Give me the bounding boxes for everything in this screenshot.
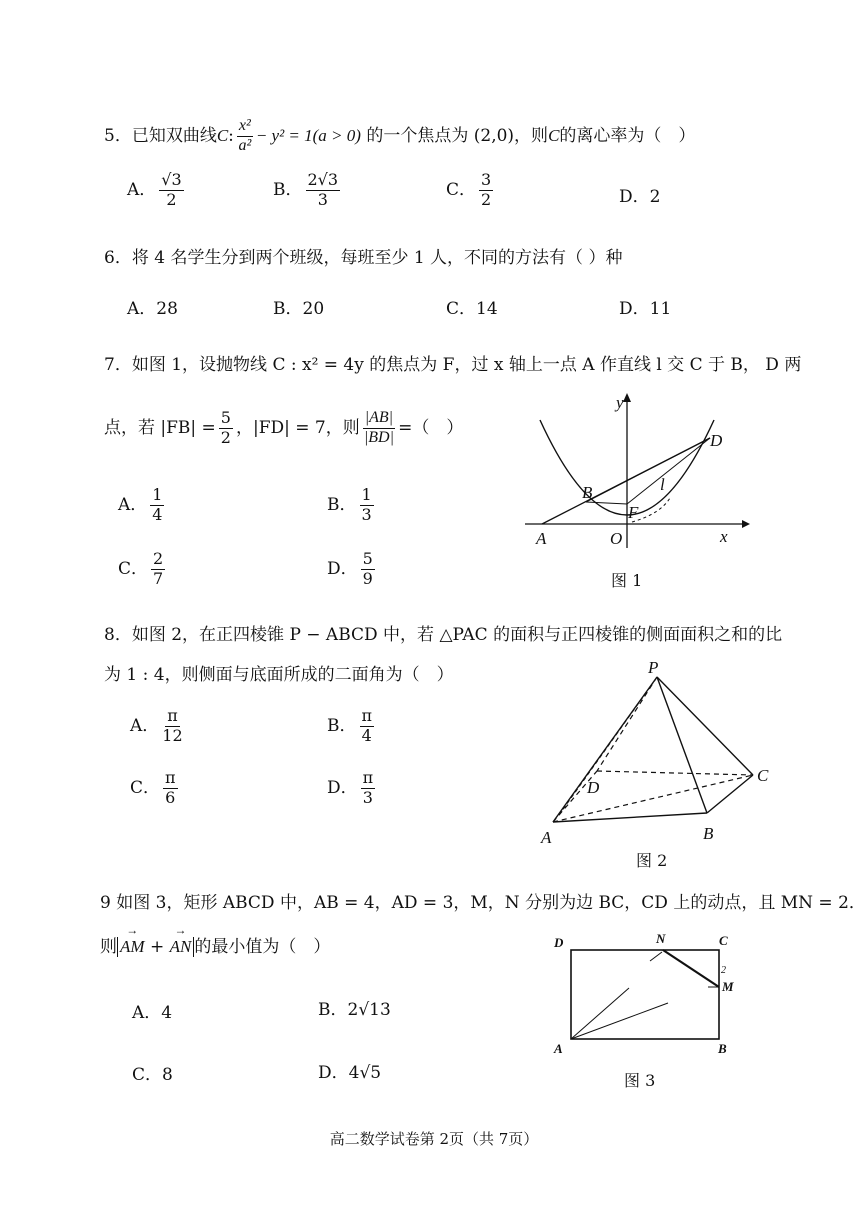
q9-option-b-label: B． — [318, 1000, 348, 1020]
q7-option-d-label: D． — [327, 558, 358, 579]
q9-option-d-text: 4√5 — [348, 1063, 382, 1083]
q6-option-c-text: 14 — [476, 299, 498, 319]
q7-ratio-frac — [363, 410, 395, 447]
q7-option-a-num: 1 — [152, 485, 163, 504]
q5-mid: 的一个焦点为 (2,0)，则 — [360, 125, 549, 146]
q5-colon: : — [228, 125, 234, 146]
q6-option-c-label: C． — [446, 299, 477, 319]
q7-option-a[interactable] — [118, 487, 167, 524]
fig1-x-arrow — [742, 520, 750, 528]
q7-option-c[interactable] — [118, 551, 168, 588]
q5-option-b[interactable] — [273, 172, 343, 209]
q7-ratio-num: |AB| — [363, 410, 395, 429]
figure-3-rectangle — [550, 925, 750, 1055]
fig1-label-l: l — [660, 475, 665, 494]
figure-2-pyramid — [535, 655, 780, 855]
q6-option-d[interactable] — [619, 294, 671, 319]
q5-option-b-den: 3 — [317, 189, 328, 209]
fig1-label-x: x — [720, 527, 728, 546]
q5-option-c-num: 3 — [481, 170, 492, 189]
q7-line2-a: 点，若 |FB| = — [104, 417, 216, 438]
q6-option-d-text: 11 — [649, 299, 672, 319]
q7-fb-num: 5 — [220, 408, 231, 427]
q9-option-c[interactable] — [132, 1060, 173, 1085]
q7-option-d-den: 9 — [362, 568, 373, 588]
q7-line2-c: =（ ） — [398, 417, 464, 438]
q7-option-a-label: A． — [118, 494, 148, 515]
q5-option-c-frac — [479, 172, 493, 209]
q7-option-b-label: B． — [327, 494, 357, 515]
question-7-line2 — [104, 410, 463, 447]
q7-option-a-frac — [150, 487, 164, 524]
q8-option-a-frac — [162, 708, 182, 745]
q6-option-b-text: 20 — [302, 299, 325, 319]
fig2-edge-dc — [597, 771, 753, 775]
q8-option-b-num: π — [361, 706, 373, 725]
q7-option-b-frac — [360, 487, 374, 524]
question-5 — [104, 118, 695, 155]
fig2-label-p: P — [648, 658, 659, 677]
q7-option-b-num: 1 — [361, 485, 372, 504]
q8-option-d[interactable] — [327, 770, 378, 807]
q6-option-a[interactable] — [127, 294, 178, 319]
q9-option-b[interactable] — [318, 995, 391, 1020]
fig3-label-two: 2 — [721, 965, 726, 976]
q9-option-c-text: 8 — [162, 1065, 173, 1085]
q8-option-d-den: 3 — [362, 787, 373, 807]
q8-option-d-label: D． — [327, 777, 358, 798]
q8-option-a-den: 12 — [162, 725, 183, 745]
fig1-label-a: A — [536, 529, 547, 548]
figure-1-parabola — [520, 390, 750, 550]
fig3-label-m: M — [722, 979, 734, 994]
q6-option-c[interactable] — [446, 294, 498, 319]
figure-3-caption: 图 3 — [624, 1071, 656, 1090]
q7-option-b-den: 3 — [361, 504, 372, 524]
q8-option-d-num: π — [362, 768, 374, 787]
q9-option-a[interactable] — [132, 998, 172, 1023]
q8-option-c-num: π — [165, 768, 176, 787]
q6-option-b[interactable] — [273, 294, 324, 319]
q5-option-c[interactable] — [446, 172, 496, 209]
q9-line2-b: 的最小值为（ ） — [194, 937, 331, 957]
question-8-line1: 8．如图 2，在正四棱锥 P − ABCD 中，若 △PAC 的面积与正四棱锥的侧面面积之和的比 — [104, 625, 783, 645]
q8-option-c-label: C． — [130, 777, 161, 798]
q5-option-b-frac — [306, 172, 341, 209]
q8-option-c-frac — [163, 770, 178, 807]
q9-vector-sum-norm — [117, 937, 194, 957]
q7-option-d-frac — [361, 551, 375, 588]
q7-option-c-num: 2 — [153, 549, 164, 568]
fig3-line-am — [571, 988, 629, 1039]
q5-option-a[interactable] — [127, 172, 187, 209]
q8-option-b[interactable] — [327, 708, 377, 745]
q7-option-b[interactable] — [327, 487, 377, 524]
question-9-line1: 9 如图 3，矩形 ABCD 中，AB = 4，AD = 3，M，N 分别为边 BC，CD 上的动点，且 MN = 2． — [100, 893, 866, 913]
q7-option-c-frac — [151, 551, 165, 588]
q5-prefix: 5．已知双曲线 — [104, 125, 217, 146]
q7-option-c-label: C． — [118, 558, 149, 579]
fig2-label-b: B — [703, 824, 714, 843]
fig3-arrow-n — [650, 952, 662, 961]
q8-option-c-den: 6 — [165, 787, 176, 807]
q9-line2-a: 则 — [100, 937, 117, 957]
q9-option-a-text: 4 — [161, 1003, 173, 1023]
q7-ratio-den: |BD| — [363, 428, 394, 446]
q8-option-b-frac — [360, 708, 375, 745]
q5-option-a-num: √3 — [161, 170, 182, 189]
fig3-line-an — [571, 1003, 668, 1039]
q8-option-b-label: B． — [327, 715, 357, 736]
fig2-edge-pb — [657, 677, 707, 813]
q5-suffix: 的离心率为（ ） — [559, 125, 696, 146]
q7-option-c-den: 7 — [153, 568, 164, 588]
q9-vector-am: → AM — [120, 937, 145, 957]
question-6: 6．将 4 名学生分到两个班级，每班至少 1 人，不同的方法有（ ）种 — [104, 248, 623, 268]
q5-option-a-frac — [159, 172, 183, 209]
q7-fb-den: 2 — [220, 427, 231, 447]
q9-vector-an: → AN — [170, 937, 192, 957]
question-8-line2: 为 1 : 4，则侧面与底面所成的二面角为（ ） — [104, 665, 454, 685]
q9-plus: + — [144, 937, 170, 957]
q5-option-c-label: C． — [446, 179, 477, 200]
q9-option-a-label: A． — [132, 1003, 162, 1023]
fig2-label-c: C — [757, 766, 769, 785]
q8-option-a-label: A． — [130, 715, 160, 736]
q7-option-d-num: 5 — [362, 549, 373, 568]
fig3-label-b: B — [718, 1041, 727, 1056]
fig2-edge-pc — [657, 677, 753, 775]
q8-option-c[interactable] — [130, 770, 181, 807]
fig3-label-n: N — [656, 931, 666, 946]
q7-option-d[interactable] — [327, 551, 378, 588]
figure-2-caption: 图 2 — [636, 851, 668, 870]
q5-option-a-label: A． — [127, 179, 157, 200]
question-7-line1: 7．如图 1，设抛物线 C : x² = 4y 的焦点为 F，过 x 轴上一点 A 作直线 l 交 C 于 B， D 两 — [104, 355, 802, 375]
q8-option-b-den: 4 — [361, 725, 372, 745]
q9-option-c-label: C． — [132, 1065, 163, 1085]
fig1-label-o: O — [610, 529, 623, 548]
q5-option-b-label: B． — [273, 179, 303, 200]
q5-option-d-label: D． — [619, 187, 650, 207]
page-footer: 高二数学试卷第 2页（共 7页） — [329, 1130, 539, 1148]
q6-option-a-text: 28 — [156, 299, 178, 319]
fig3-label-a: A — [554, 1041, 563, 1056]
q5-eq-den: a² — [238, 136, 252, 154]
fig1-label-y: y — [616, 393, 624, 412]
q5-eq-num: x² — [237, 118, 253, 137]
fig3-segment-mn — [663, 950, 719, 987]
q8-option-a-num: π — [167, 706, 178, 725]
q5-curve: C — [216, 125, 229, 145]
fig1-y-arrow — [623, 393, 631, 402]
q7-fb-frac — [219, 410, 233, 447]
fig1-line-bd — [586, 438, 710, 502]
q9-option-d[interactable] — [318, 1058, 381, 1083]
fig3-label-d: D — [554, 935, 564, 950]
fig2-edge-pd — [597, 677, 657, 771]
figure-1-caption: 图 1 — [611, 571, 643, 590]
fig2-edge-ab — [553, 813, 707, 822]
q8-option-a[interactable] — [130, 708, 186, 745]
fig2-label-d: D — [587, 778, 600, 797]
q8-option-d-frac — [361, 770, 376, 807]
q5-option-d-text: 2 — [649, 187, 661, 207]
q7-option-a-den: 4 — [152, 504, 163, 524]
q9-option-d-label: D． — [318, 1063, 349, 1083]
q5-option-b-num: 2√3 — [307, 170, 339, 189]
q6-option-a-label: A． — [127, 299, 157, 319]
fig2-diagonal-ac — [553, 775, 753, 822]
fig3-rect-abcd — [571, 950, 719, 1039]
q6-option-d-label: D． — [619, 299, 650, 319]
fig1-label-f: F — [628, 503, 639, 522]
q5-eq-rest: − y² = 1(a > 0) — [255, 125, 361, 145]
question-9-line2 — [100, 932, 330, 957]
q5-curve-2: C — [548, 125, 560, 145]
q9-option-b-text: 2√13 — [347, 1000, 391, 1020]
fig2-label-a: A — [541, 828, 552, 847]
q6-option-b-label: B． — [273, 299, 303, 319]
fig3-label-c: C — [719, 933, 728, 948]
q7-line2-b: ，|FD| = 7，则 — [235, 417, 360, 438]
fig1-label-d: D — [710, 431, 723, 450]
q5-option-c-den: 2 — [481, 189, 492, 209]
fig1-label-b: B — [582, 483, 593, 502]
q5-option-a-den: 2 — [166, 189, 177, 209]
q5-option-d[interactable] — [619, 182, 660, 207]
q5-eq-fraction — [237, 118, 253, 155]
fig1-segment-fb — [586, 502, 627, 504]
